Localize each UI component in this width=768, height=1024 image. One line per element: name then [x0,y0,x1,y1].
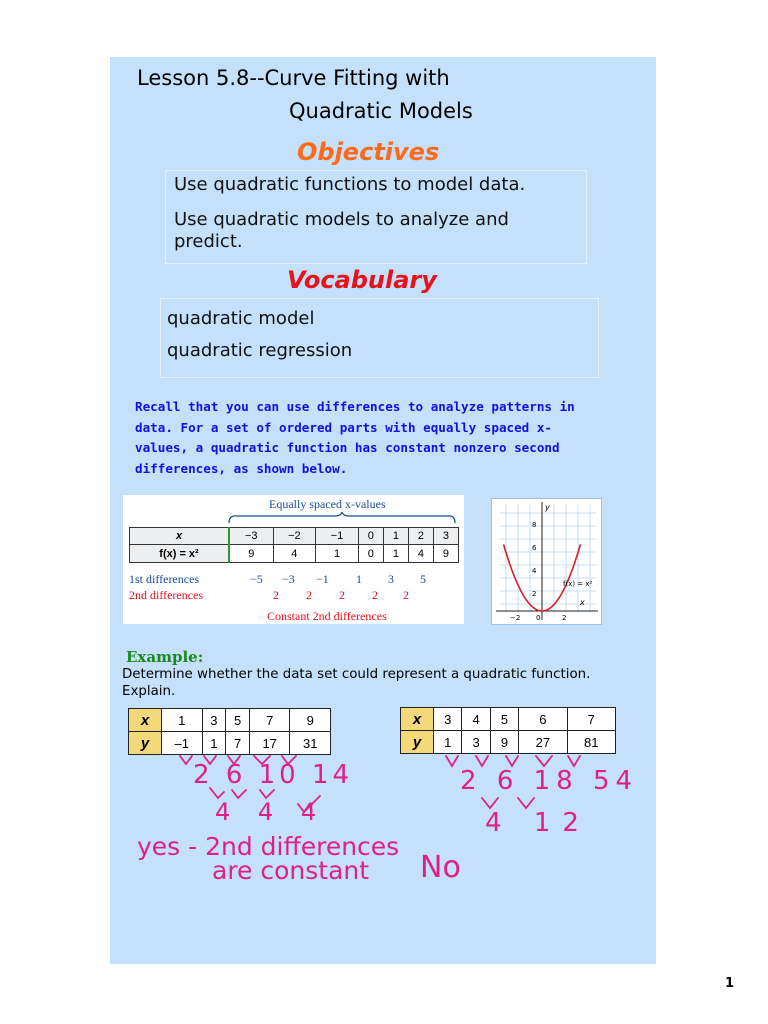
recall-paragraph [135,397,605,479]
x-cell: −3 [229,528,273,545]
first-diff: 1 [356,572,362,586]
x-cell: −1 [316,528,359,545]
hand-first-differences-2 [460,766,638,796]
cell: –1 [162,732,203,755]
parabola-graph [491,498,602,625]
cell: 5 [226,709,250,732]
cell: 7 [567,708,615,731]
hand-number: 4 [485,808,514,838]
hand-number: 6 [225,760,247,790]
x-row-header: x [129,709,162,732]
cell: 9 [490,731,518,754]
cell: 17 [249,732,290,755]
hand-second-differences [215,798,326,826]
cell: 31 [290,732,331,755]
hand-answer-2: No [420,850,461,885]
parabola-chart [492,499,601,624]
graph-y-label: y [545,503,550,512]
cell: 1 [202,732,226,755]
lesson-title: Lesson 5.8--Curve Fitting with [137,66,450,90]
fx-cell: 9 [229,545,273,563]
cell: 7 [226,732,250,755]
x-cell: 2 [408,528,433,545]
hand-answer-1: yes - 2nd differences [137,832,400,861]
x-cell: −2 [273,528,316,545]
fx-cell: 1 [316,545,359,563]
cell: 6 [519,708,567,731]
cell: 3 [462,731,490,754]
x-cell: 0 [358,528,383,545]
second-diff: 2 [306,588,312,602]
objective-item: predict. [174,231,243,252]
hand-number: 4 [215,798,241,826]
cell: 81 [567,731,615,754]
hand-first-differences [193,760,353,790]
vocabulary-item: quadratic model [167,308,315,329]
cell: 5 [490,708,518,731]
fx-cell: 4 [408,545,433,563]
hand-number: 2 [460,766,483,796]
cell: 1 [162,709,203,732]
hand-answer-1b: are constant [212,856,370,885]
recall-line: differences, as shown below. [135,460,348,476]
x-row-header: x [401,708,434,731]
example-prompt: Determine whether the data set could represent a quadratic function. Explain. [122,667,591,699]
hand-number: 2 [193,760,214,790]
first-differences-label: 1st differences [129,572,200,586]
hand-second-differences-2 [485,808,591,838]
cell: 3 [434,708,462,731]
first-diff: −3 [282,572,295,586]
y-row-header: y [129,732,162,755]
recall-line: Recall that you can use differences to analyze patterns in [135,399,575,414]
fx-cell: 4 [273,545,316,563]
second-diff: 2 [339,588,345,602]
x-header: x [130,528,230,545]
hand-number: 4 [300,798,327,826]
objectives-heading: Objectives [297,138,440,166]
y-tick: 6 [532,544,537,552]
second-differences-label: 2nd differences [129,588,204,602]
hand-number: 18 [533,766,579,796]
first-diff: −5 [250,572,263,586]
y-row-header: y [401,731,434,754]
graph-x-label: x [580,598,585,607]
first-diff: 5 [420,572,426,586]
second-diff: 2 [273,588,279,602]
lesson-subtitle: Quadratic Models [289,99,473,123]
x-tick: −2 [510,614,521,622]
data-table-1 [128,708,331,755]
example-heading: Example: [126,648,204,666]
fx-cell: 1 [383,545,408,563]
second-diff: 2 [372,588,378,602]
equally-spaced-caption: Equally spaced x-values [269,497,386,511]
cell: 7 [249,709,290,732]
vocabulary-heading: Vocabulary [287,266,437,294]
cell: 1 [434,731,462,754]
hand-number: 10 [258,760,300,790]
objective-item: Use quadratic functions to model data. [174,174,526,195]
fx-header: f(x) = x² [130,545,230,563]
second-diff: 2 [403,588,409,602]
hand-number: 14 [311,760,354,790]
y-tick: 8 [532,521,537,529]
vocabulary-item: quadratic regression [167,340,353,361]
hand-number: 6 [496,766,520,796]
cell: 3 [202,709,226,732]
x-tick: 0 [536,614,541,622]
fx-cell: 9 [433,545,458,563]
first-diff: 3 [388,572,394,586]
hand-number: 54 [592,766,639,796]
graph-curve-label: f(x) = x² [563,580,593,588]
data-table-2 [400,707,616,754]
x-cell: 1 [383,528,408,545]
page-number: 1 [725,976,735,991]
cell: 27 [519,731,567,754]
objective-item: Use quadratic models to analyze and [174,209,509,230]
first-diff: −1 [316,572,329,586]
y-tick: 4 [532,567,537,575]
cell: 9 [290,709,331,732]
hand-number: 4 [257,798,284,826]
cell: 4 [462,708,490,731]
brace-icon [227,511,457,525]
hand-number: 12 [533,808,591,838]
differences-figure [123,495,464,624]
differences-table [129,527,459,563]
fx-cell: 0 [358,545,383,563]
x-tick: 2 [562,614,567,622]
recall-line: data. For a set of ordered parts with equally spaced x- [135,419,553,435]
constant-caption: Constant 2nd differences [267,609,387,623]
x-cell: 3 [433,528,458,545]
recall-line: values, a quadratic function has constant nonzero second [135,440,560,455]
y-tick: 2 [532,590,537,598]
